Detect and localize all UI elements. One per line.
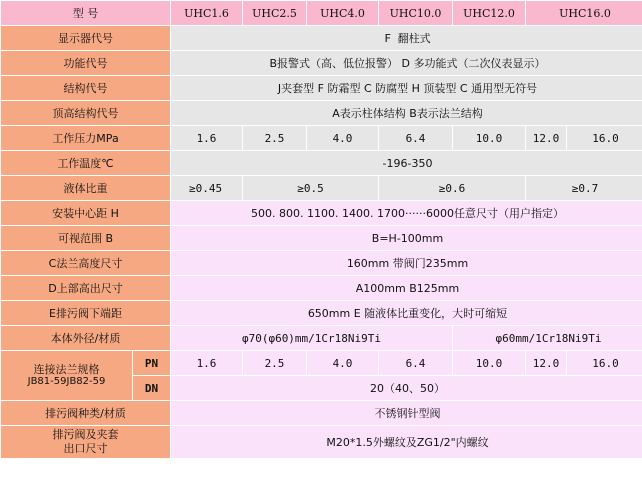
- row-label: D上部高出尺寸: [1, 276, 170, 300]
- row-value: B报警式（高、低位报警） D 多功能式（二次仪表显示）: [171, 51, 642, 75]
- row-value: 不锈钢针型阀: [171, 401, 642, 425]
- row-pressure: [1, 126, 642, 150]
- row-d-top-height: [1, 276, 642, 300]
- connection-label: [1, 351, 132, 400]
- density-cell: ≥0.6: [379, 176, 525, 200]
- pressure-cell: 4.0: [307, 126, 378, 150]
- pn-cell: 2.5: [243, 351, 306, 375]
- pressure-cell: 16.0: [567, 126, 642, 150]
- model-cell: UHC16.0: [526, 1, 642, 25]
- row-connection-pn: [1, 351, 642, 375]
- pressure-cell: 1.6: [171, 126, 242, 150]
- row-value: A100mm B125mm: [171, 276, 642, 300]
- model-cell: UHC10.0: [379, 1, 452, 25]
- row-e-drain-distance: [1, 301, 642, 325]
- row-function-code: [1, 51, 642, 75]
- row-value: F 翻柱式: [171, 26, 642, 50]
- pn-label: PN: [133, 351, 170, 375]
- dn-value: 20（40、50）: [171, 376, 642, 400]
- model-header-label: 型 号: [1, 1, 170, 25]
- pn-cell: 1.6: [171, 351, 242, 375]
- row-label: 显示器代号: [1, 26, 170, 50]
- density-cell: ≥0.7: [526, 176, 642, 200]
- row-value: -196-350: [171, 151, 642, 175]
- pn-cell: 6.4: [379, 351, 452, 375]
- pressure-cell: 2.5: [243, 126, 306, 150]
- pn-cell: 10.0: [453, 351, 525, 375]
- density-cell: ≥0.5: [243, 176, 378, 200]
- connection-label-title: 连接法兰规格: [33, 362, 100, 376]
- row-label: 结构代号: [1, 76, 170, 100]
- model-cell: UHC12.0: [453, 1, 525, 25]
- row-label: [1, 426, 170, 458]
- row-label: 工作压力MPa: [1, 126, 170, 150]
- row-label: E排污阀下端距: [1, 301, 170, 325]
- row-value: 500. 800. 1100. 1400. 1700······6000任意尺寸（用户指定）: [171, 201, 642, 225]
- row-value: A表示柱体结构 B表示法兰结构: [171, 101, 642, 125]
- row-label: 本体外径/材质: [1, 326, 170, 350]
- row-body-diameter: [1, 326, 642, 350]
- pn-cell: 4.0: [307, 351, 378, 375]
- row-label: 功能代号: [1, 51, 170, 75]
- row-value: B=H-100mm: [171, 226, 642, 250]
- row-label: 液体比重: [1, 176, 170, 200]
- dn-label: DN: [133, 376, 170, 400]
- row-density: [1, 176, 642, 200]
- row-c-flange-height: [1, 251, 642, 275]
- row-top-structure-code: [1, 101, 642, 125]
- row-temperature: [1, 151, 642, 175]
- connection-label-standard: JB81-59JB82-59: [27, 375, 106, 387]
- model-cell: UHC4.0: [307, 1, 378, 25]
- row-label: 可视范围 B: [1, 226, 170, 250]
- row-label: 工作温度℃: [1, 151, 170, 175]
- row-value: 160mm 带阀门235mm: [171, 251, 642, 275]
- row-label: 排污阀种类/材质: [1, 401, 170, 425]
- row-center-distance: [1, 201, 642, 225]
- body-diameter-cell: φ60mm/1Cr18Ni9Ti: [453, 326, 642, 350]
- row-label: C法兰高度尺寸: [1, 251, 170, 275]
- pn-cell: 16.0: [567, 351, 642, 375]
- pn-cell: 12.0: [526, 351, 566, 375]
- pressure-cell: 6.4: [379, 126, 452, 150]
- row-structure-code: [1, 76, 642, 100]
- model-cell: UHC2.5: [243, 1, 306, 25]
- row-label: 安装中心距 H: [1, 201, 170, 225]
- row-label: 顶高结构代号: [1, 101, 170, 125]
- body-diameter-cell: φ70(φ60)mm/1Cr18Ni9Ti: [171, 326, 452, 350]
- row-drain-valve-size: [1, 426, 642, 458]
- row-label-line: 排污阀及夹套: [52, 428, 119, 441]
- row-label-line: 出口尺寸: [63, 442, 108, 455]
- row-value: J夹套型 F 防霜型 C 防腐型 H 顶装型 C 通用型无符号: [171, 76, 642, 100]
- row-value: M20*1.5外螺纹及ZG1/2"内螺纹: [171, 426, 642, 458]
- model-cell: UHC1.6: [171, 1, 242, 25]
- pressure-cell: 12.0: [526, 126, 566, 150]
- density-cell: ≥0.45: [171, 176, 242, 200]
- row-display-code: [1, 26, 642, 50]
- row-value: 650mm E 随液体比重变化，大时可缩短: [171, 301, 642, 325]
- row-visible-range: [1, 226, 642, 250]
- header-row: [1, 1, 642, 25]
- row-drain-valve-type: [1, 401, 642, 425]
- pressure-cell: 10.0: [453, 126, 525, 150]
